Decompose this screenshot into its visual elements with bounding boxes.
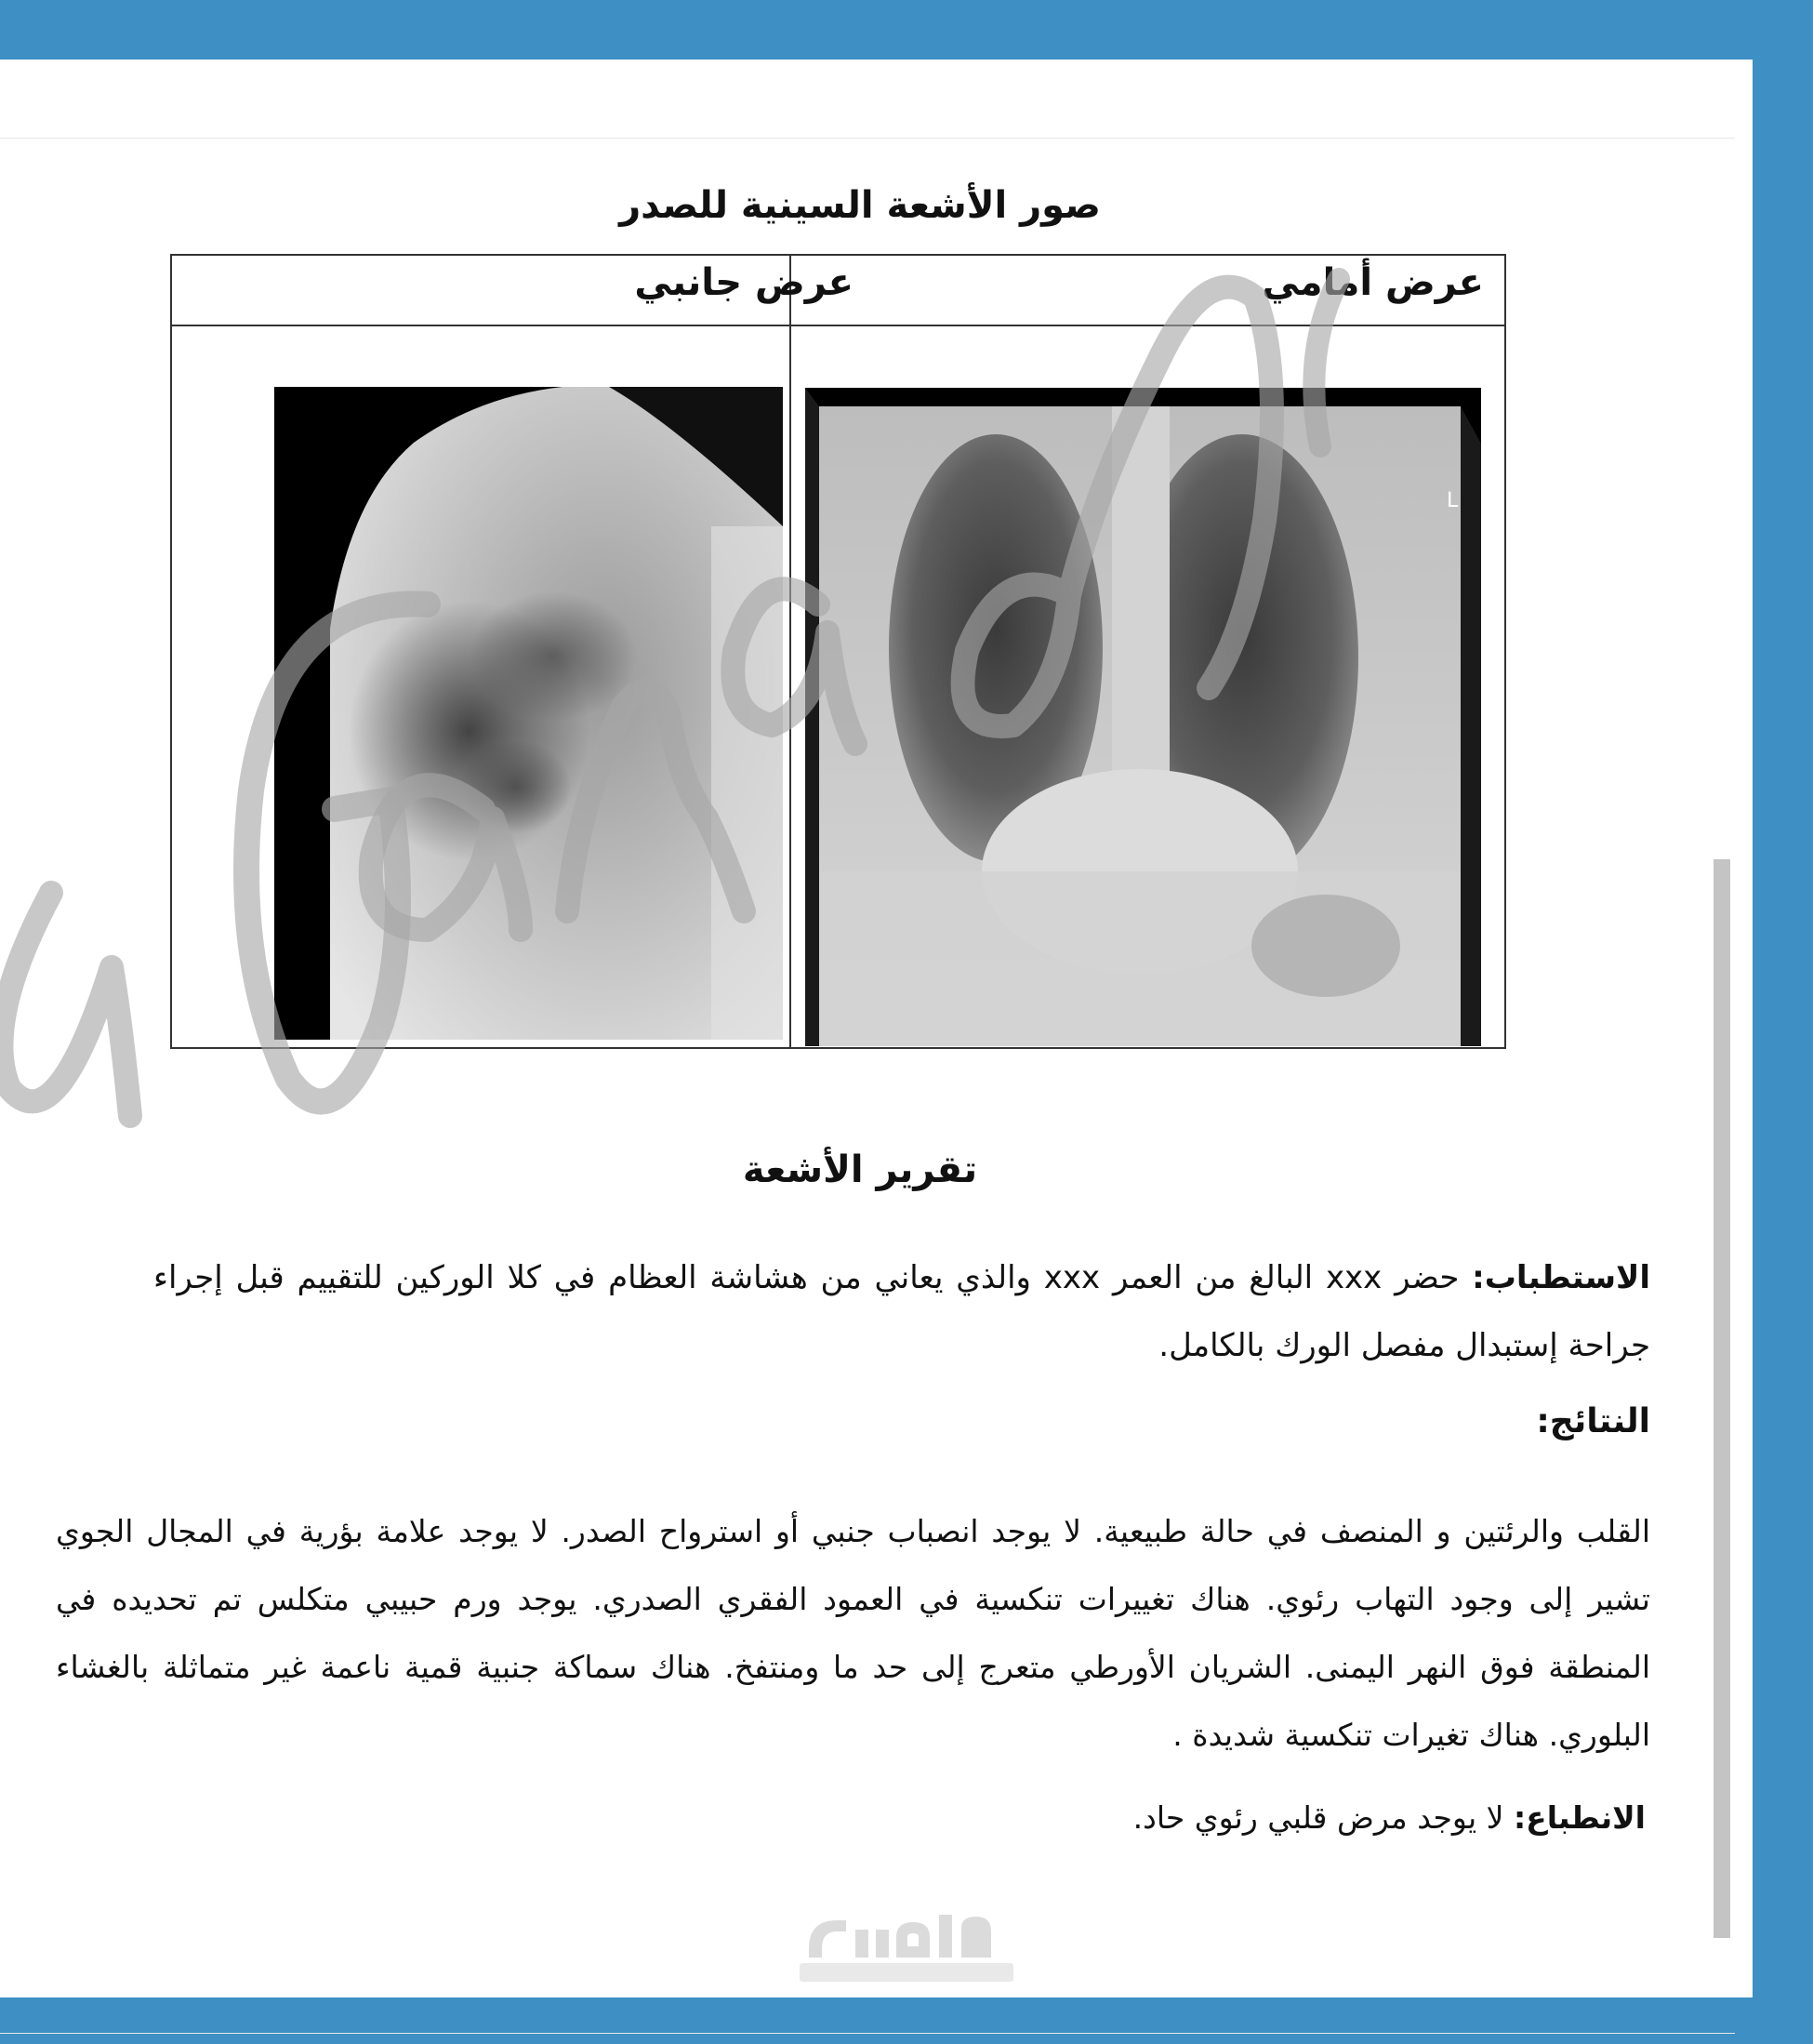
impression-label: الانطباع: <box>1513 1799 1646 1836</box>
findings-label: النتائج: <box>1536 1402 1650 1440</box>
history-label: الاستطباب: <box>1472 1259 1650 1296</box>
lateral-xray-image <box>274 387 783 1040</box>
table-column-divider <box>789 256 791 1047</box>
impression-paragraph <box>558 1790 1646 1846</box>
page-title: صور الأشعة السينية للصدر <box>619 184 1101 227</box>
column-header-frontal: عرض أمامي <box>1262 261 1484 304</box>
impression-text: لا يوجد مرض قلبي رئوي حاد. <box>1132 1799 1514 1836</box>
vertical-scrollbar[interactable] <box>1714 859 1730 1938</box>
top-frame-border <box>0 0 1813 60</box>
bottom-frame-border <box>0 1998 1813 2044</box>
page-top-divider <box>0 138 1735 139</box>
report-title: تقرير الأشعة <box>742 1148 978 1191</box>
column-header-lateral: عرض جانبي <box>634 261 854 304</box>
history-text: حضر xxx البالغ من العمر xxx والذي يعاني من هشاشة العظام في كلا الوركين للتقييم قبل إجراء جراحة إستبدال مفصل الورك بالكامل. <box>153 1259 1650 1364</box>
findings-paragraph: القلب والرئتين و المنصف في حالة طبيعية. لا يوجد انصباب جنبي أو استرواح الصدر. لا يوجد علامة بؤرية في المجال الجوي تشير إلى وجود التهاب رئوي. هناك تغييرات تنكسية في العمود الفقري الصدري. يوجد ورم حبيبي متكلس تم تحديده في المنطقة فوق النهر اليمنى. الشريان الأورطي متعرج إلى حد ما ومنتفخ. هناك سماكة جنبية قمية ناعمة غير متماثلة بالغشاء البلوري. هناك تغيرات تنكسية شديدة . <box>56 1513 1650 1753</box>
right-frame-border <box>1753 0 1813 2044</box>
xray-side-marker: L <box>1447 489 1459 512</box>
mostaql-logo <box>790 1902 1023 1990</box>
page-bottom-divider <box>0 2033 1735 2034</box>
frontal-xray-image <box>805 388 1481 1046</box>
table-header-divider <box>172 325 1504 326</box>
history-paragraph <box>153 1244 1650 1380</box>
